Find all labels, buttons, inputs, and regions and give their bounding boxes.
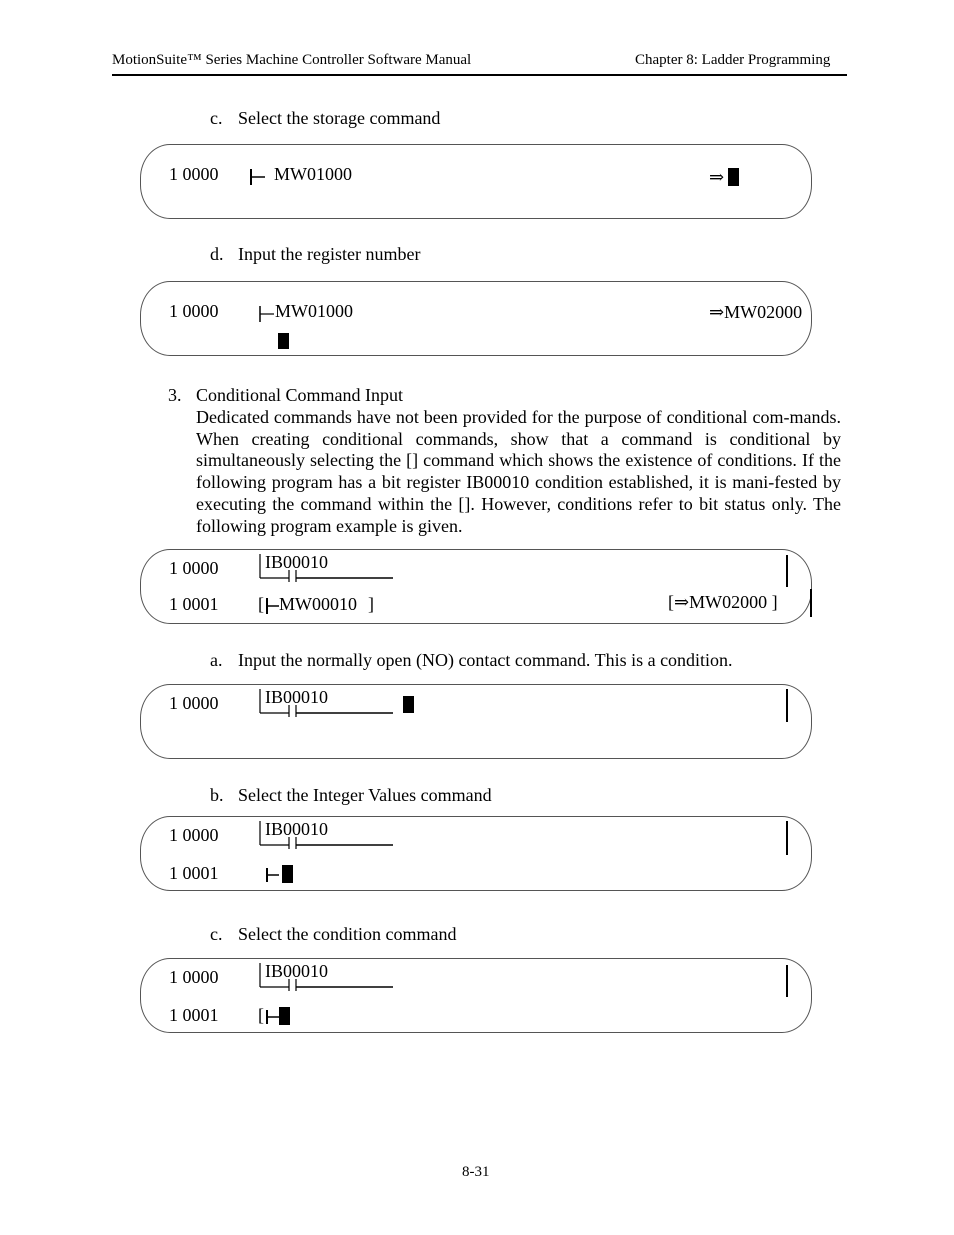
text-cursor <box>279 1007 290 1025</box>
step-marker: b. <box>210 785 224 805</box>
ladder-screen-storage <box>140 144 812 219</box>
register-operand: MW00010 <box>279 594 357 614</box>
section-body: Dedicated commands have not been provided for the purpose of conditional com-mands. When creating conditional commands, show that a command is conditional by simultaneously selecting the [] command which shows the existence of conditions. If the following program has a bit register IB00010 condition established, it is mani-fested by executing the command within the []. However, conditions refer to bit status only. The following program example is given. <box>196 407 841 536</box>
line-number: 1 0000 <box>169 164 219 184</box>
register-operand: MW01000 <box>275 301 353 321</box>
destination-register: [⇒MW02000 ] <box>668 592 778 612</box>
no-contact-icon <box>259 963 399 993</box>
running-header-chapter: Chapter 8: Ladder Programming <box>635 52 831 68</box>
right-rail <box>786 821 788 855</box>
line-number: 1 0000 <box>169 301 219 321</box>
destination-register: ⇒MW02000 <box>709 302 803 322</box>
text-cursor <box>728 168 739 186</box>
no-contact-icon <box>259 689 399 719</box>
line-number: 1 0001 <box>169 863 219 883</box>
ladder-screen-register <box>140 281 812 356</box>
line-number: 1 0000 <box>169 825 219 845</box>
text-cursor <box>278 333 289 349</box>
line-number: 1 0000 <box>169 967 219 987</box>
right-rail <box>786 965 788 997</box>
ladder-screen-conditional-example <box>140 549 812 624</box>
contact-label: IB00010 <box>265 961 328 981</box>
line-number: 1 0001 <box>169 594 219 614</box>
section-title: Conditional Command Input <box>196 385 403 405</box>
step-text: Select the storage command <box>238 108 441 128</box>
step-text: Select the Integer Values command <box>238 785 492 805</box>
line-number: 1 0001 <box>169 1005 219 1025</box>
store-arrow: ⇒ <box>709 167 725 187</box>
right-rail <box>786 689 788 722</box>
text-cursor <box>282 865 293 883</box>
contact-label: IB00010 <box>265 687 328 707</box>
contact-label: IB00010 <box>265 819 328 839</box>
step-text: Select the condition command <box>238 924 457 944</box>
running-header-title: MotionSuite™ Series Machine Controller Software Manual <box>112 52 472 68</box>
step-marker: d. <box>210 244 224 264</box>
line-number: 1 0000 <box>169 693 219 713</box>
right-rail <box>810 589 812 617</box>
condition-close-bracket: ] <box>368 594 374 614</box>
section-number: 3. <box>168 385 182 405</box>
text-cursor <box>403 696 414 713</box>
right-rail <box>786 555 788 587</box>
step-text: Input the normally open (NO) contact command. This is a condition. <box>238 650 733 670</box>
step-marker: a. <box>210 650 223 670</box>
no-contact-icon <box>259 554 399 584</box>
ladder-screen-integer-values <box>140 816 812 891</box>
header-rule <box>112 74 847 76</box>
step-marker: c. <box>210 108 223 128</box>
condition-open-bracket: [ <box>258 594 264 614</box>
register-operand: MW01000 <box>274 164 352 184</box>
step-text: Input the register number <box>238 244 421 264</box>
integer-command-icon <box>265 866 281 886</box>
condition-open-bracket: [ <box>258 1005 264 1025</box>
page-number: 8-31 <box>462 1164 490 1180</box>
line-number: 1 0000 <box>169 558 219 578</box>
step-marker: c. <box>210 924 223 944</box>
no-contact-icon <box>259 821 399 851</box>
integer-command-icon <box>249 167 269 187</box>
ladder-screen-condition-command <box>140 958 812 1033</box>
ladder-screen-no-contact <box>140 684 812 759</box>
contact-label: IB00010 <box>265 552 328 572</box>
